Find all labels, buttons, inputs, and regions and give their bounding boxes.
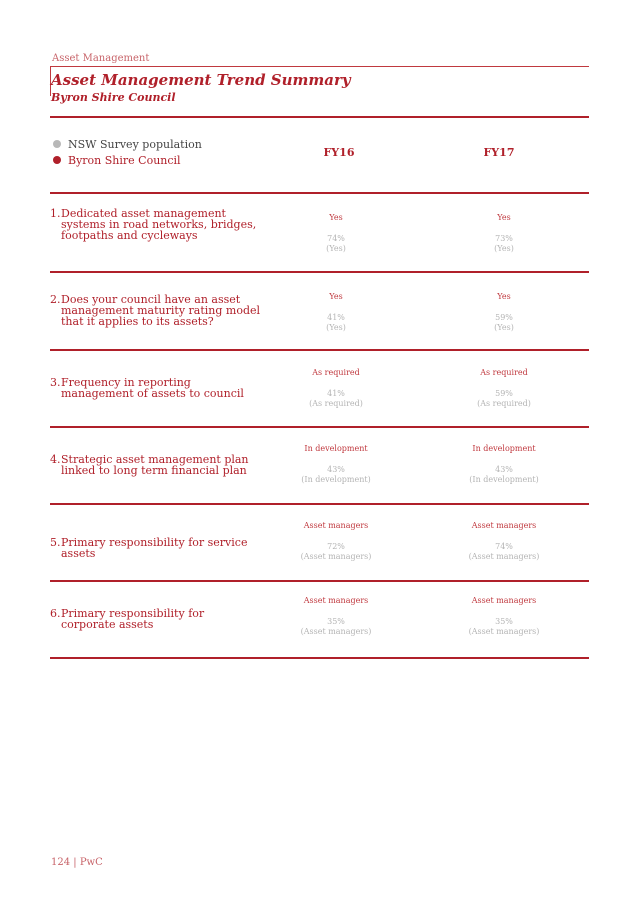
legend-survey-label: NSW Survey population bbox=[68, 137, 202, 151]
council-value: Asset managers bbox=[303, 521, 369, 530]
cell-fy17 bbox=[434, 213, 574, 254]
survey-percent: 59% bbox=[495, 389, 513, 398]
survey-value: (Asset managers) bbox=[300, 552, 372, 561]
survey-value: (Yes) bbox=[494, 244, 514, 253]
row-question-text: Dedicated asset management systems in road networks, bridges, footpaths and cycleways bbox=[61, 207, 257, 242]
survey-value: (Asset managers) bbox=[468, 552, 540, 561]
council-value: Asset managers bbox=[471, 521, 537, 530]
survey-percent: 74% bbox=[495, 542, 513, 551]
column-header-fy17: FY17 bbox=[483, 146, 515, 159]
council-value: As required bbox=[480, 368, 528, 377]
row-question-text: Does your council have an asset management maturity rating model that it applies to its assets? bbox=[61, 293, 261, 328]
cell-fy17 bbox=[434, 292, 574, 333]
survey-value: (Yes) bbox=[494, 323, 514, 332]
cell-fy16 bbox=[266, 213, 406, 254]
survey-value: (In development) bbox=[469, 475, 539, 484]
row-question-text: Strategic asset management plan linked to long term financial plan bbox=[61, 453, 249, 477]
survey-percent: 41% bbox=[327, 313, 345, 322]
table-row bbox=[50, 504, 589, 580]
survey-value: (Yes) bbox=[326, 323, 346, 332]
divider-row-6 bbox=[50, 657, 589, 659]
cell-fy16 bbox=[266, 292, 406, 333]
table-row bbox=[50, 193, 589, 271]
legend bbox=[53, 136, 202, 168]
survey-percent: 41% bbox=[327, 389, 345, 398]
table-row bbox=[50, 350, 589, 426]
cell-fy17 bbox=[434, 521, 574, 562]
row-question-text: Primary responsibility for service assets bbox=[61, 536, 248, 560]
column-header-fy16: FY16 bbox=[323, 146, 355, 159]
table-row bbox=[50, 427, 589, 503]
row-question-text: Primary responsibility for corporate assets bbox=[61, 607, 205, 631]
legend-item-survey bbox=[53, 136, 202, 152]
header-top-rule bbox=[50, 66, 589, 67]
survey-value: (Yes) bbox=[326, 244, 346, 253]
legend-council-dot-icon bbox=[53, 156, 61, 164]
section-label: Asset Management bbox=[52, 53, 150, 64]
row-number: 6. bbox=[50, 607, 61, 620]
row-number: 5. bbox=[50, 536, 61, 549]
cell-fy17 bbox=[434, 444, 574, 485]
cell-fy16 bbox=[266, 596, 406, 637]
survey-value: (In development) bbox=[301, 475, 371, 484]
survey-percent: 73% bbox=[495, 234, 513, 243]
legend-survey-dot-icon bbox=[53, 140, 61, 148]
cell-fy16 bbox=[266, 368, 406, 409]
cell-fy17 bbox=[434, 596, 574, 637]
row-number: 1. bbox=[50, 207, 61, 220]
cell-fy16 bbox=[266, 444, 406, 485]
row-number: 3. bbox=[50, 376, 61, 389]
row-number: 2. bbox=[50, 293, 61, 306]
survey-percent: 35% bbox=[495, 617, 513, 626]
survey-percent: 43% bbox=[327, 465, 345, 474]
survey-percent: 72% bbox=[327, 542, 345, 551]
survey-value: (As required) bbox=[477, 399, 531, 408]
page-subtitle: Byron Shire Council bbox=[51, 91, 176, 104]
council-value: In development bbox=[304, 444, 368, 453]
survey-value: (Asset managers) bbox=[300, 627, 372, 636]
council-value: In development bbox=[472, 444, 536, 453]
council-value: Yes bbox=[329, 213, 343, 222]
council-value: Asset managers bbox=[303, 596, 369, 605]
council-value: Asset managers bbox=[471, 596, 537, 605]
survey-value: (As required) bbox=[309, 399, 363, 408]
survey-percent: 43% bbox=[495, 465, 513, 474]
council-value: Yes bbox=[497, 213, 511, 222]
survey-value: (Asset managers) bbox=[468, 627, 540, 636]
divider-top bbox=[50, 116, 589, 118]
council-value: As required bbox=[312, 368, 360, 377]
row-question-text: Frequency in reporting management of assets to council bbox=[61, 376, 244, 400]
survey-percent: 59% bbox=[495, 313, 513, 322]
council-value: Yes bbox=[329, 292, 343, 301]
table-row bbox=[50, 581, 589, 657]
cell-fy16 bbox=[266, 521, 406, 562]
table-row bbox=[50, 272, 589, 350]
page-title: Asset Management Trend Summary bbox=[51, 71, 351, 89]
cell-fy17 bbox=[434, 368, 574, 409]
legend-item-council bbox=[53, 152, 202, 168]
survey-percent: 35% bbox=[327, 617, 345, 626]
page-footer: 124 | PwC bbox=[51, 857, 103, 868]
survey-percent: 74% bbox=[327, 234, 345, 243]
council-value: Yes bbox=[497, 292, 511, 301]
row-number: 4. bbox=[50, 453, 61, 466]
legend-council-label: Byron Shire Council bbox=[68, 153, 181, 167]
